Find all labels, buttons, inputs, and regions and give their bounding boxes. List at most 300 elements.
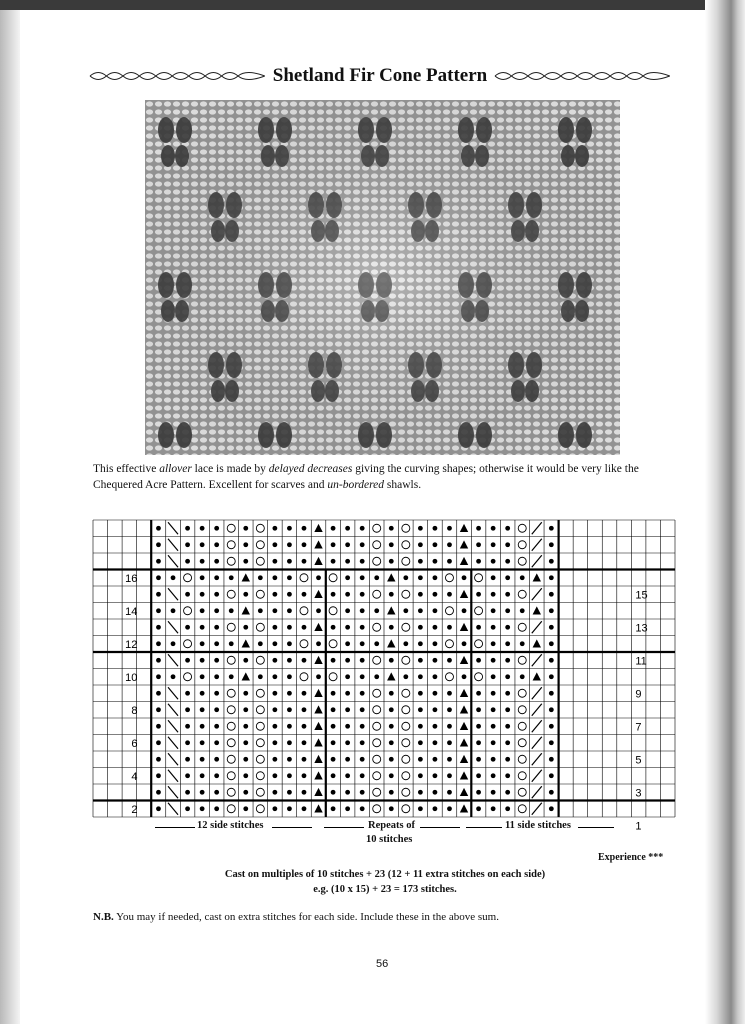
knit-stitch-dot bbox=[287, 773, 292, 778]
knit-stitch-dot bbox=[287, 724, 292, 729]
yarn-over-circle bbox=[256, 656, 264, 664]
yarn-over-circle bbox=[256, 772, 264, 780]
knit-stitch-dot bbox=[433, 773, 438, 778]
knit-stitch-dot bbox=[491, 559, 496, 564]
knit-stitch-dot bbox=[360, 526, 365, 531]
knit-stitch-dot bbox=[243, 526, 248, 531]
knit-stitch-dot bbox=[229, 575, 234, 580]
knit-stitch-dot bbox=[287, 542, 292, 547]
knit-stitch-dot bbox=[331, 625, 336, 630]
knit-stitch-dot bbox=[418, 674, 423, 679]
yarn-over-circle bbox=[518, 739, 526, 747]
knit-stitch-dot bbox=[331, 773, 336, 778]
knit-stitch-dot bbox=[258, 575, 263, 580]
knit-stitch-dot bbox=[243, 559, 248, 564]
knit-stitch-dot bbox=[418, 641, 423, 646]
knit-stitch-dot bbox=[505, 542, 510, 547]
knit-stitch-dot bbox=[302, 773, 307, 778]
left-decrease-slash bbox=[168, 654, 178, 666]
note-text: You may if needed, cast on extra stitches for each side. Include these in the above sum. bbox=[113, 911, 499, 923]
knit-stitch-dot bbox=[505, 526, 510, 531]
knit-stitch-dot bbox=[200, 773, 205, 778]
yarn-over-circle bbox=[227, 689, 235, 697]
knit-stitch-dot bbox=[302, 592, 307, 597]
knit-stitch-dot bbox=[403, 608, 408, 613]
description-part: un-bordered bbox=[327, 479, 385, 491]
knit-stitch-dot bbox=[243, 790, 248, 795]
right-row-number: 3 bbox=[635, 787, 642, 800]
yarn-over-circle bbox=[402, 590, 410, 598]
knit-stitch-dot bbox=[360, 806, 365, 811]
knit-stitch-dot bbox=[549, 608, 554, 613]
knit-stitch-dot bbox=[156, 641, 161, 646]
knit-stitch-dot bbox=[433, 724, 438, 729]
knit-stitch-dot bbox=[433, 608, 438, 613]
yarn-over-circle bbox=[402, 739, 410, 747]
right-decrease-slash bbox=[532, 803, 542, 815]
double-decrease-triangle bbox=[314, 540, 322, 548]
double-decrease-triangle bbox=[242, 573, 250, 581]
knit-stitch-dot bbox=[287, 707, 292, 712]
knit-stitch-dot bbox=[272, 757, 277, 762]
knit-stitch-dot bbox=[272, 707, 277, 712]
left-row-number: 6 bbox=[131, 737, 138, 750]
left-decrease-slash bbox=[168, 753, 178, 765]
knit-stitch-dot bbox=[331, 691, 336, 696]
knit-stitch-dot bbox=[287, 526, 292, 531]
yarn-over-circle bbox=[518, 755, 526, 763]
knit-stitch-dot bbox=[302, 757, 307, 762]
yarn-over-circle bbox=[475, 640, 483, 648]
knit-stitch-dot bbox=[302, 658, 307, 663]
double-decrease-triangle bbox=[314, 755, 322, 763]
knit-stitch-dot bbox=[345, 625, 350, 630]
left-decrease-slash bbox=[168, 621, 178, 633]
yarn-over-circle bbox=[300, 640, 308, 648]
left-decrease-slash bbox=[168, 720, 178, 732]
title-row bbox=[90, 62, 670, 90]
knit-stitch-dot bbox=[185, 658, 190, 663]
knit-stitch-dot bbox=[272, 790, 277, 795]
yarn-over-circle bbox=[373, 788, 381, 796]
knit-stitch-dot bbox=[462, 641, 467, 646]
knit-stitch-dot bbox=[200, 674, 205, 679]
yarn-over-circle bbox=[300, 607, 308, 615]
knit-stitch-dot bbox=[345, 658, 350, 663]
knit-stitch-dot bbox=[476, 773, 481, 778]
yarn-over-circle bbox=[300, 574, 308, 582]
lace-swatch-image bbox=[145, 100, 620, 455]
description-part: allover bbox=[159, 463, 192, 475]
yarn-over-circle bbox=[329, 607, 337, 615]
knit-stitch-dot bbox=[360, 707, 365, 712]
knit-stitch-dot bbox=[447, 542, 452, 547]
knit-stitch-dot bbox=[520, 674, 525, 679]
knit-stitch-dot bbox=[258, 608, 263, 613]
knit-stitch-dot bbox=[476, 526, 481, 531]
knit-stitch-dot bbox=[243, 740, 248, 745]
knit-stitch-dot bbox=[418, 707, 423, 712]
left-row-number: 4 bbox=[131, 770, 138, 783]
knit-stitch-dot bbox=[287, 641, 292, 646]
knit-stitch-dot bbox=[243, 724, 248, 729]
knit-stitch-dot bbox=[418, 658, 423, 663]
knit-stitch-dot bbox=[462, 575, 467, 580]
knit-stitch-dot bbox=[200, 724, 205, 729]
double-decrease-triangle bbox=[314, 557, 322, 565]
knit-stitch-dot bbox=[345, 575, 350, 580]
knit-stitch-dot bbox=[243, 707, 248, 712]
knit-stitch-dot bbox=[476, 625, 481, 630]
repeat-arrow-line-b bbox=[420, 827, 460, 828]
right-decrease-slash bbox=[532, 621, 542, 633]
left-row-number: 12 bbox=[125, 638, 138, 651]
right-row-number: 9 bbox=[635, 688, 642, 701]
knit-stitch-dot bbox=[243, 625, 248, 630]
knit-stitch-dot bbox=[476, 790, 481, 795]
knit-stitch-dot bbox=[156, 575, 161, 580]
yarn-over-circle bbox=[227, 541, 235, 549]
knit-stitch-dot bbox=[447, 592, 452, 597]
knit-stitch-dot bbox=[345, 773, 350, 778]
knit-stitch-dot bbox=[389, 691, 394, 696]
right-row-number: 1 bbox=[635, 820, 642, 833]
double-decrease-triangle bbox=[314, 656, 322, 664]
knit-stitch-dot bbox=[214, 559, 219, 564]
knit-stitch-dot bbox=[360, 542, 365, 547]
yarn-over-circle bbox=[373, 524, 381, 532]
yarn-over-circle bbox=[227, 524, 235, 532]
knit-stitch-dot bbox=[360, 740, 365, 745]
knit-stitch-dot bbox=[287, 575, 292, 580]
knit-stitch-dot bbox=[243, 542, 248, 547]
right-decrease-slash bbox=[532, 539, 542, 551]
knit-stitch-dot bbox=[200, 790, 205, 795]
knit-stitch-dot bbox=[171, 641, 176, 646]
knit-stitch-dot bbox=[418, 526, 423, 531]
knit-stitch-dot bbox=[491, 691, 496, 696]
knit-stitch-dot bbox=[389, 790, 394, 795]
knit-stitch-dot bbox=[389, 526, 394, 531]
knit-stitch-dot bbox=[272, 641, 277, 646]
yarn-over-circle bbox=[518, 541, 526, 549]
knit-stitch-dot bbox=[272, 658, 277, 663]
cast-on-line-2: e.g. (10 x 15) + 23 = 173 stitches. bbox=[313, 884, 457, 895]
knit-stitch-dot bbox=[389, 625, 394, 630]
knit-stitch-dot bbox=[156, 674, 161, 679]
left-decrease-slash bbox=[168, 522, 178, 534]
description-part: lace is made by bbox=[191, 463, 269, 475]
right-side-arrow-line-a bbox=[466, 827, 502, 828]
knit-stitch-dot bbox=[287, 592, 292, 597]
knit-stitch-dot bbox=[491, 806, 496, 811]
yarn-over-circle bbox=[373, 805, 381, 813]
knit-stitch-dot bbox=[156, 724, 161, 729]
knit-stitch-dot bbox=[272, 724, 277, 729]
knit-stitch-dot bbox=[302, 691, 307, 696]
yarn-over-circle bbox=[227, 722, 235, 730]
left-row-number: 10 bbox=[125, 671, 138, 684]
yarn-over-circle bbox=[445, 640, 453, 648]
double-decrease-triangle bbox=[460, 705, 468, 713]
pattern-description bbox=[93, 461, 675, 493]
knit-stitch-dot bbox=[214, 691, 219, 696]
left-side-arrow-line-a bbox=[155, 827, 195, 828]
yarn-over-circle bbox=[227, 739, 235, 747]
knit-stitch-dot bbox=[360, 724, 365, 729]
knit-stitch-dot bbox=[316, 575, 321, 580]
double-decrease-triangle bbox=[533, 573, 541, 581]
double-decrease-triangle bbox=[460, 656, 468, 664]
yarn-over-circle bbox=[373, 706, 381, 714]
knit-stitch-dot bbox=[403, 575, 408, 580]
yarn-over-circle bbox=[518, 524, 526, 532]
knit-stitch-dot bbox=[156, 542, 161, 547]
knit-stitch-dot bbox=[549, 691, 554, 696]
knit-stitch-dot bbox=[287, 625, 292, 630]
yarn-over-circle bbox=[373, 590, 381, 598]
knit-stitch-dot bbox=[200, 575, 205, 580]
experience-rating: Experience *** bbox=[598, 852, 664, 863]
knit-stitch-dot bbox=[214, 592, 219, 597]
yarn-over-circle bbox=[402, 656, 410, 664]
knit-stitch-dot bbox=[418, 559, 423, 564]
yarn-over-circle bbox=[373, 739, 381, 747]
knit-stitch-dot bbox=[505, 658, 510, 663]
knit-stitch-dot bbox=[433, 790, 438, 795]
yarn-over-circle bbox=[518, 788, 526, 796]
left-side-arrow-line-b bbox=[272, 827, 312, 828]
knit-stitch-dot bbox=[360, 691, 365, 696]
knit-stitch-dot bbox=[156, 592, 161, 597]
knit-stitch-dot bbox=[156, 757, 161, 762]
knit-stitch-dot bbox=[549, 806, 554, 811]
knit-stitch-dot bbox=[520, 608, 525, 613]
knit-stitch-dot bbox=[331, 592, 336, 597]
description-part: giving the curving shapes; otherwise it would be very like the Chequered Acre Pattern. Excellent for scarves and bbox=[93, 463, 639, 491]
knit-stitch-dot bbox=[272, 806, 277, 811]
knit-stitch-dot bbox=[447, 526, 452, 531]
double-decrease-triangle bbox=[533, 672, 541, 680]
knit-stitch-dot bbox=[272, 592, 277, 597]
knit-stitch-dot bbox=[302, 625, 307, 630]
left-decrease-slash bbox=[168, 737, 178, 749]
knit-stitch-dot bbox=[360, 559, 365, 564]
knit-stitch-dot bbox=[476, 542, 481, 547]
knit-stitch-dot bbox=[331, 757, 336, 762]
knit-stitch-dot bbox=[491, 724, 496, 729]
knit-stitch-dot bbox=[243, 806, 248, 811]
knit-stitch-dot bbox=[272, 542, 277, 547]
yarn-over-circle bbox=[445, 607, 453, 615]
knit-stitch-dot bbox=[476, 740, 481, 745]
knit-stitch-dot bbox=[258, 674, 263, 679]
knit-stitch-dot bbox=[447, 625, 452, 630]
knit-stitch-dot bbox=[331, 790, 336, 795]
double-decrease-triangle bbox=[314, 524, 322, 532]
yarn-over-circle bbox=[184, 574, 192, 582]
knit-stitch-dot bbox=[418, 608, 423, 613]
page-number: 56 bbox=[376, 958, 389, 970]
knit-stitch-dot bbox=[505, 806, 510, 811]
knit-stitch-dot bbox=[316, 674, 321, 679]
knit-stitch-dot bbox=[316, 641, 321, 646]
knit-stitch-dot bbox=[389, 806, 394, 811]
right-row-number: 15 bbox=[635, 589, 648, 602]
right-row-number: 11 bbox=[635, 655, 647, 668]
double-decrease-triangle bbox=[314, 804, 322, 812]
knit-stitch-dot bbox=[302, 542, 307, 547]
yarn-over-circle bbox=[227, 590, 235, 598]
knit-stitch-dot bbox=[185, 724, 190, 729]
knit-stitch-dot bbox=[549, 674, 554, 679]
knit-stitch-dot bbox=[316, 608, 321, 613]
knit-stitch-dot bbox=[447, 707, 452, 712]
knit-stitch-dot bbox=[214, 773, 219, 778]
yarn-over-circle bbox=[518, 706, 526, 714]
knit-stitch-dot bbox=[433, 691, 438, 696]
knit-stitch-dot bbox=[491, 707, 496, 712]
knit-stitch-dot bbox=[214, 806, 219, 811]
knit-stitch-dot bbox=[418, 773, 423, 778]
knit-stitch-dot bbox=[185, 691, 190, 696]
yarn-over-circle bbox=[518, 722, 526, 730]
knit-stitch-dot bbox=[331, 559, 336, 564]
double-decrease-triangle bbox=[242, 606, 250, 614]
yarn-over-circle bbox=[184, 673, 192, 681]
left-decrease-slash bbox=[168, 704, 178, 716]
repeat-label-line2: 10 stitches bbox=[366, 834, 413, 845]
yarn-over-circle bbox=[329, 673, 337, 681]
yarn-over-circle bbox=[256, 524, 264, 532]
knit-stitch-dot bbox=[258, 641, 263, 646]
knit-stitch-dot bbox=[272, 608, 277, 613]
knit-stitch-dot bbox=[185, 740, 190, 745]
description-part: shawls. bbox=[384, 479, 422, 491]
double-decrease-triangle bbox=[387, 672, 395, 680]
yarn-over-circle bbox=[402, 557, 410, 565]
knit-stitch-dot bbox=[491, 641, 496, 646]
yarn-over-circle bbox=[373, 689, 381, 697]
knit-stitch-dot bbox=[549, 625, 554, 630]
yarn-over-circle bbox=[402, 706, 410, 714]
knit-stitch-dot bbox=[549, 790, 554, 795]
right-decrease-slash bbox=[532, 687, 542, 699]
yarn-over-circle bbox=[402, 689, 410, 697]
yarn-over-circle bbox=[184, 640, 192, 648]
yarn-over-circle bbox=[402, 772, 410, 780]
description-part: delayed decreases bbox=[268, 463, 353, 475]
knit-stitch-dot bbox=[185, 773, 190, 778]
knit-stitch-dot bbox=[447, 724, 452, 729]
knit-stitch-dot bbox=[287, 740, 292, 745]
yarn-over-circle bbox=[256, 689, 264, 697]
double-decrease-triangle bbox=[314, 623, 322, 631]
knit-stitch-dot bbox=[505, 740, 510, 745]
double-decrease-triangle bbox=[314, 590, 322, 598]
yarn-over-circle bbox=[445, 574, 453, 582]
double-decrease-triangle bbox=[460, 623, 468, 631]
knit-stitch-dot bbox=[505, 724, 510, 729]
double-decrease-triangle bbox=[314, 705, 322, 713]
yarn-over-circle bbox=[402, 524, 410, 532]
knit-stitch-dot bbox=[171, 608, 176, 613]
knit-stitch-dot bbox=[156, 806, 161, 811]
left-decrease-slash bbox=[168, 539, 178, 551]
knit-stitch-dot bbox=[433, 658, 438, 663]
knit-stitch-dot bbox=[476, 658, 481, 663]
yarn-over-circle bbox=[475, 673, 483, 681]
knit-stitch-dot bbox=[476, 707, 481, 712]
knit-stitch-dot bbox=[287, 790, 292, 795]
yarn-over-circle bbox=[256, 739, 264, 747]
knit-stitch-dot bbox=[389, 724, 394, 729]
knit-stitch-dot bbox=[156, 740, 161, 745]
knit-stitch-dot bbox=[302, 559, 307, 564]
right-decrease-slash bbox=[532, 720, 542, 732]
knit-stitch-dot bbox=[156, 559, 161, 564]
knit-stitch-dot bbox=[156, 526, 161, 531]
knit-stitch-dot bbox=[389, 773, 394, 778]
knit-stitch-dot bbox=[447, 790, 452, 795]
yarn-over-circle bbox=[227, 805, 235, 813]
right-decrease-slash bbox=[532, 654, 542, 666]
knit-stitch-dot bbox=[360, 608, 365, 613]
yarn-over-circle bbox=[256, 788, 264, 796]
knit-stitch-dot bbox=[345, 790, 350, 795]
knit-stitch-dot bbox=[476, 559, 481, 564]
knit-stitch-dot bbox=[433, 625, 438, 630]
scan-left-edge bbox=[0, 10, 20, 1024]
right-side-arrow-line-b bbox=[578, 827, 614, 828]
yarn-over-circle bbox=[256, 541, 264, 549]
side-right-label: 11 side stitches bbox=[505, 820, 571, 831]
left-row-number: 14 bbox=[125, 605, 138, 618]
knit-stitch-dot bbox=[389, 542, 394, 547]
knit-stitch-dot bbox=[476, 592, 481, 597]
yarn-over-circle bbox=[402, 788, 410, 796]
knit-stitch-dot bbox=[200, 625, 205, 630]
knit-stitch-dot bbox=[549, 707, 554, 712]
knit-stitch-dot bbox=[200, 806, 205, 811]
knit-stitch-dot bbox=[476, 691, 481, 696]
knit-stitch-dot bbox=[433, 575, 438, 580]
left-decrease-slash bbox=[168, 786, 178, 798]
yarn-over-circle bbox=[402, 805, 410, 813]
knit-stitch-dot bbox=[200, 691, 205, 696]
yarn-over-circle bbox=[256, 722, 264, 730]
yarn-over-circle bbox=[227, 706, 235, 714]
knit-stitch-dot bbox=[200, 641, 205, 646]
knit-stitch-dot bbox=[520, 641, 525, 646]
note-label: N.B. bbox=[93, 911, 114, 923]
knit-stitch-dot bbox=[214, 526, 219, 531]
knit-stitch-dot bbox=[302, 724, 307, 729]
yarn-over-circle bbox=[445, 673, 453, 681]
lace-swatch-photo bbox=[145, 100, 620, 455]
knit-stitch-dot bbox=[200, 592, 205, 597]
knit-stitch-dot bbox=[549, 575, 554, 580]
double-decrease-triangle bbox=[314, 771, 322, 779]
knit-stitch-dot bbox=[505, 773, 510, 778]
double-decrease-triangle bbox=[460, 524, 468, 532]
double-decrease-triangle bbox=[460, 557, 468, 565]
double-decrease-triangle bbox=[460, 540, 468, 548]
knit-stitch-dot bbox=[491, 608, 496, 613]
knit-stitch-dot bbox=[345, 757, 350, 762]
knit-stitch-dot bbox=[389, 707, 394, 712]
left-decrease-slash bbox=[168, 588, 178, 600]
